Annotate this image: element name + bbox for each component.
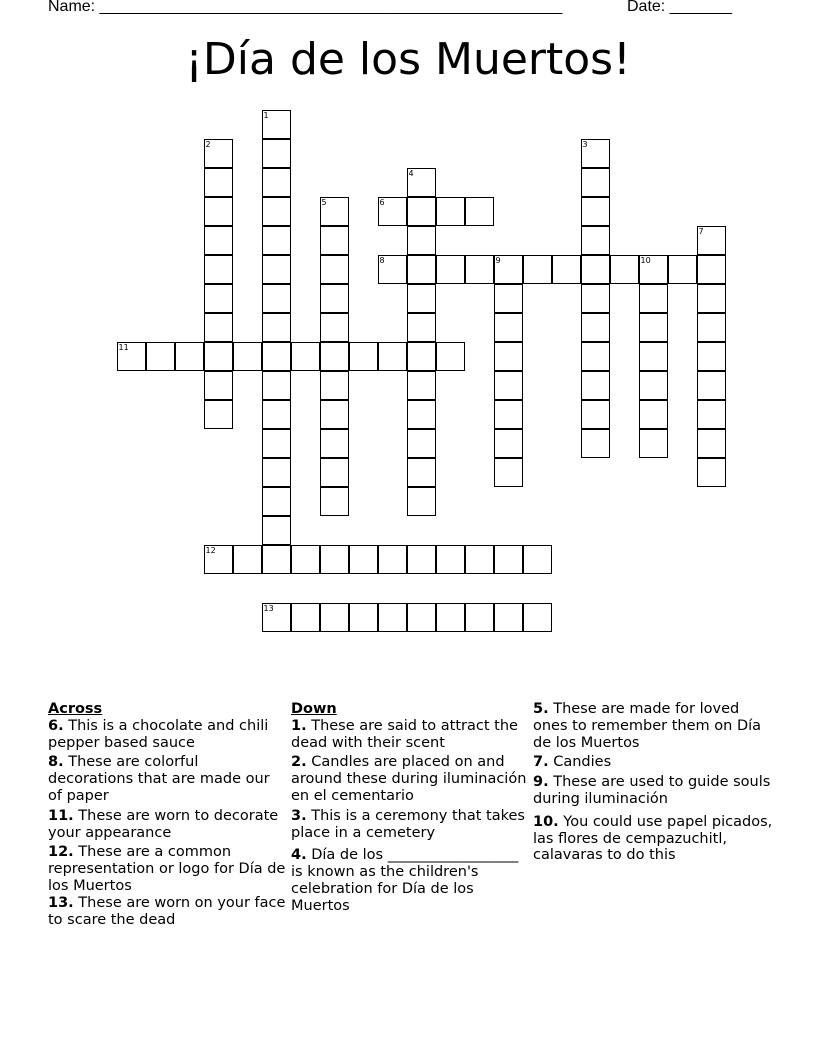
clue-text: This is a ceremony that takes place in a cemetery bbox=[291, 807, 525, 841]
clue-number: 2. bbox=[291, 754, 307, 771]
grid-cell[interactable] bbox=[436, 342, 465, 371]
page-title: ¡Día de los Muertos! bbox=[185, 34, 631, 85]
grid-cell[interactable] bbox=[349, 342, 378, 371]
grid-cell[interactable] bbox=[639, 284, 668, 313]
grid-cell[interactable] bbox=[523, 255, 552, 284]
grid-cell[interactable] bbox=[378, 545, 407, 574]
clue-down-5 bbox=[533, 701, 773, 751]
grid-cell[interactable] bbox=[494, 458, 523, 487]
grid-cell[interactable] bbox=[233, 342, 262, 371]
grid-cell[interactable] bbox=[407, 255, 436, 284]
grid-cell[interactable] bbox=[494, 603, 523, 632]
grid-cell[interactable] bbox=[407, 226, 436, 255]
clue-number-label: 2 bbox=[205, 139, 211, 149]
grid-cell[interactable] bbox=[552, 255, 581, 284]
grid-cell[interactable] bbox=[697, 371, 726, 400]
clue-text: Candies bbox=[553, 754, 612, 771]
grid-cell[interactable] bbox=[204, 226, 233, 255]
grid-cell[interactable] bbox=[262, 110, 291, 139]
grid-cell[interactable] bbox=[320, 342, 349, 371]
grid-cell[interactable] bbox=[146, 342, 175, 371]
grid-cell[interactable] bbox=[697, 255, 726, 284]
clue-text: These are worn to decorate your appearance bbox=[48, 807, 279, 841]
clue-text: These are made for loved ones to remember them on Día de los Muertos bbox=[533, 701, 762, 751]
clue-number: 11. bbox=[48, 807, 74, 824]
grid-cell[interactable] bbox=[262, 429, 291, 458]
clue-across-12 bbox=[48, 844, 286, 894]
grid-cell[interactable] bbox=[320, 284, 349, 313]
grid-cell[interactable] bbox=[407, 400, 436, 429]
grid-cell[interactable] bbox=[262, 487, 291, 516]
clue-number-label: 7 bbox=[698, 226, 704, 236]
across-heading: Across bbox=[48, 701, 103, 717]
across-clue-list bbox=[48, 718, 286, 929]
grid-cell[interactable] bbox=[436, 255, 465, 284]
clue-across-13 bbox=[48, 895, 286, 929]
grid-cell[interactable] bbox=[697, 284, 726, 313]
grid-cell[interactable] bbox=[639, 313, 668, 342]
grid-cell[interactable] bbox=[262, 313, 291, 342]
grid-cell[interactable] bbox=[407, 197, 436, 226]
grid-cell[interactable] bbox=[262, 226, 291, 255]
grid-cell[interactable] bbox=[436, 545, 465, 574]
clue-number-label: 11 bbox=[118, 342, 129, 352]
grid-cell[interactable] bbox=[465, 197, 494, 226]
clue-number-label: 10 bbox=[640, 255, 651, 265]
grid-cell[interactable] bbox=[494, 255, 523, 284]
grid-cell[interactable] bbox=[320, 429, 349, 458]
clue-number-label: 6 bbox=[379, 197, 385, 207]
clue-number-label: 12 bbox=[205, 545, 216, 555]
clue-number: 3. bbox=[291, 807, 307, 824]
clue-down-7 bbox=[533, 754, 773, 771]
grid-cell[interactable] bbox=[320, 371, 349, 400]
grid-cell[interactable] bbox=[581, 284, 610, 313]
grid-cell[interactable] bbox=[204, 284, 233, 313]
clue-number-label: 1 bbox=[263, 110, 269, 120]
clue-number: 10. bbox=[533, 813, 559, 830]
grid-cell[interactable] bbox=[262, 458, 291, 487]
grid-cell[interactable] bbox=[697, 342, 726, 371]
grid-cell[interactable] bbox=[291, 603, 320, 632]
grid-cell[interactable] bbox=[320, 545, 349, 574]
grid-cell[interactable] bbox=[262, 197, 291, 226]
grid-cell[interactable] bbox=[175, 342, 204, 371]
grid-cell[interactable] bbox=[204, 313, 233, 342]
grid-cell[interactable] bbox=[204, 197, 233, 226]
grid-cell[interactable] bbox=[204, 371, 233, 400]
grid-cell[interactable] bbox=[291, 545, 320, 574]
clue-down-1 bbox=[291, 718, 529, 752]
grid-cell[interactable] bbox=[407, 458, 436, 487]
grid-cell[interactable] bbox=[378, 255, 407, 284]
grid-cell[interactable] bbox=[407, 313, 436, 342]
clue-number-label: 13 bbox=[263, 603, 274, 613]
grid-cell[interactable] bbox=[581, 139, 610, 168]
grid-cell[interactable] bbox=[639, 429, 668, 458]
grid-cell[interactable] bbox=[407, 284, 436, 313]
grid-cell[interactable] bbox=[668, 255, 697, 284]
clue-across-11 bbox=[48, 808, 286, 842]
clue-down-9 bbox=[533, 774, 773, 808]
grid-cell[interactable] bbox=[523, 545, 552, 574]
grid-cell[interactable] bbox=[378, 603, 407, 632]
grid-cell[interactable] bbox=[320, 400, 349, 429]
grid-cell[interactable] bbox=[697, 400, 726, 429]
grid-cell[interactable] bbox=[320, 487, 349, 516]
grid-cell[interactable] bbox=[407, 487, 436, 516]
clue-number: 4. bbox=[291, 847, 307, 864]
grid-cell[interactable] bbox=[262, 342, 291, 371]
grid-cell[interactable] bbox=[610, 255, 639, 284]
grid-cell[interactable] bbox=[349, 603, 378, 632]
grid-cell[interactable] bbox=[639, 342, 668, 371]
clue-number: 13. bbox=[48, 894, 74, 911]
clues-column-right bbox=[533, 701, 773, 867]
grid-cell[interactable] bbox=[494, 429, 523, 458]
clue-number-label: 8 bbox=[379, 255, 385, 265]
grid-cell[interactable] bbox=[262, 168, 291, 197]
grid-cell[interactable] bbox=[262, 284, 291, 313]
grid-cell[interactable] bbox=[697, 458, 726, 487]
grid-cell[interactable] bbox=[117, 342, 146, 371]
grid-cell[interactable] bbox=[494, 313, 523, 342]
name-field[interactable]: Name: ____________________________________________________ bbox=[48, 0, 563, 15]
clue-down-2 bbox=[291, 754, 529, 804]
clue-number-label: 5 bbox=[321, 197, 327, 207]
grid-cell[interactable] bbox=[494, 284, 523, 313]
grid-cell[interactable] bbox=[465, 603, 494, 632]
clue-text: Día de los __________________ is known as the children's celebration for Día de los Muertos bbox=[291, 847, 519, 914]
grid-cell[interactable] bbox=[407, 545, 436, 574]
grid-cell[interactable] bbox=[378, 342, 407, 371]
grid-cell[interactable] bbox=[494, 371, 523, 400]
clue-text: This is a chocolate and chili pepper based sauce bbox=[48, 717, 269, 751]
grid-cell[interactable] bbox=[262, 139, 291, 168]
clue-down-3 bbox=[291, 808, 529, 842]
grid-cell[interactable] bbox=[697, 313, 726, 342]
grid-cell[interactable] bbox=[494, 545, 523, 574]
grid-cell[interactable] bbox=[320, 226, 349, 255]
grid-cell[interactable] bbox=[494, 400, 523, 429]
grid-cell[interactable] bbox=[378, 197, 407, 226]
grid-cell[interactable] bbox=[465, 255, 494, 284]
down-heading: Down bbox=[291, 701, 337, 717]
clue-number: 1. bbox=[291, 717, 307, 734]
clue-number: 12. bbox=[48, 844, 74, 861]
grid-cell[interactable] bbox=[204, 342, 233, 371]
grid-cell[interactable] bbox=[320, 458, 349, 487]
grid-cell[interactable] bbox=[320, 313, 349, 342]
grid-cell[interactable] bbox=[639, 371, 668, 400]
clue-text: These are worn on your face to scare the dead bbox=[48, 894, 286, 928]
grid-cell[interactable] bbox=[407, 429, 436, 458]
grid-cell[interactable] bbox=[320, 255, 349, 284]
grid-cell[interactable] bbox=[233, 545, 262, 574]
grid-cell[interactable] bbox=[320, 197, 349, 226]
grid-cell[interactable] bbox=[581, 168, 610, 197]
grid-cell[interactable] bbox=[523, 603, 552, 632]
clue-across-8 bbox=[48, 754, 286, 804]
clue-number: 6. bbox=[48, 717, 64, 734]
grid-cell[interactable] bbox=[581, 429, 610, 458]
clue-across-6 bbox=[48, 718, 286, 752]
grid-cell[interactable] bbox=[262, 371, 291, 400]
grid-cell[interactable] bbox=[436, 197, 465, 226]
clue-text: You could use papel picados, las flores de cempazuchitl, calavaras to do this bbox=[533, 813, 773, 864]
clues-column-left bbox=[48, 701, 286, 931]
grid-cell[interactable] bbox=[639, 400, 668, 429]
grid-cell[interactable] bbox=[581, 342, 610, 371]
grid-cell[interactable] bbox=[581, 371, 610, 400]
clue-number-label: 4 bbox=[408, 168, 414, 178]
grid-cell[interactable] bbox=[204, 255, 233, 284]
grid-cell[interactable] bbox=[581, 255, 610, 284]
grid-cell[interactable] bbox=[320, 603, 349, 632]
grid-cell[interactable] bbox=[262, 516, 291, 545]
grid-cell[interactable] bbox=[407, 603, 436, 632]
clue-number: 5. bbox=[533, 701, 549, 717]
clue-down-4 bbox=[291, 847, 529, 914]
grid-cell[interactable] bbox=[407, 342, 436, 371]
grid-cell[interactable] bbox=[262, 255, 291, 284]
clue-number: 8. bbox=[48, 754, 64, 771]
grid-cell[interactable] bbox=[204, 168, 233, 197]
clue-text: These are colorful decorations that are made our of paper bbox=[48, 754, 270, 804]
grid-cell[interactable] bbox=[697, 226, 726, 255]
date-field[interactable]: Date: _______ bbox=[627, 0, 732, 15]
grid-cell[interactable] bbox=[291, 342, 320, 371]
grid-cell[interactable] bbox=[407, 168, 436, 197]
clue-number: 7. bbox=[533, 754, 549, 771]
grid-cell[interactable] bbox=[262, 603, 291, 632]
grid-cell[interactable] bbox=[465, 545, 494, 574]
grid-cell[interactable] bbox=[639, 255, 668, 284]
grid-cell[interactable] bbox=[581, 197, 610, 226]
clue-number: 9. bbox=[533, 774, 549, 791]
grid-cell[interactable] bbox=[204, 545, 233, 574]
clue-text: These are used to guide souls during iluminación bbox=[533, 774, 771, 807]
grid-cell[interactable] bbox=[697, 429, 726, 458]
grid-cell[interactable] bbox=[581, 313, 610, 342]
clue-text: Candles are placed on and around these during iluminación en el cementario bbox=[291, 754, 527, 804]
grid-cell[interactable] bbox=[436, 603, 465, 632]
clue-down-10 bbox=[533, 814, 773, 864]
grid-cell[interactable] bbox=[349, 545, 378, 574]
grid-cell[interactable] bbox=[407, 371, 436, 400]
clue-number-label: 9 bbox=[495, 255, 501, 265]
grid-cell[interactable] bbox=[204, 400, 233, 429]
grid-cell[interactable] bbox=[262, 545, 291, 574]
grid-cell[interactable] bbox=[581, 226, 610, 255]
clue-number-label: 3 bbox=[582, 139, 588, 149]
grid-cell[interactable] bbox=[262, 400, 291, 429]
clue-text: These are said to attract the dead with their scent bbox=[291, 717, 518, 751]
grid-cell[interactable] bbox=[581, 400, 610, 429]
clues-column-middle bbox=[291, 701, 529, 918]
grid-cell[interactable] bbox=[494, 342, 523, 371]
clue-text: These are a common representation or logo for Día de los Muertos bbox=[48, 844, 286, 894]
grid-cell[interactable] bbox=[204, 139, 233, 168]
